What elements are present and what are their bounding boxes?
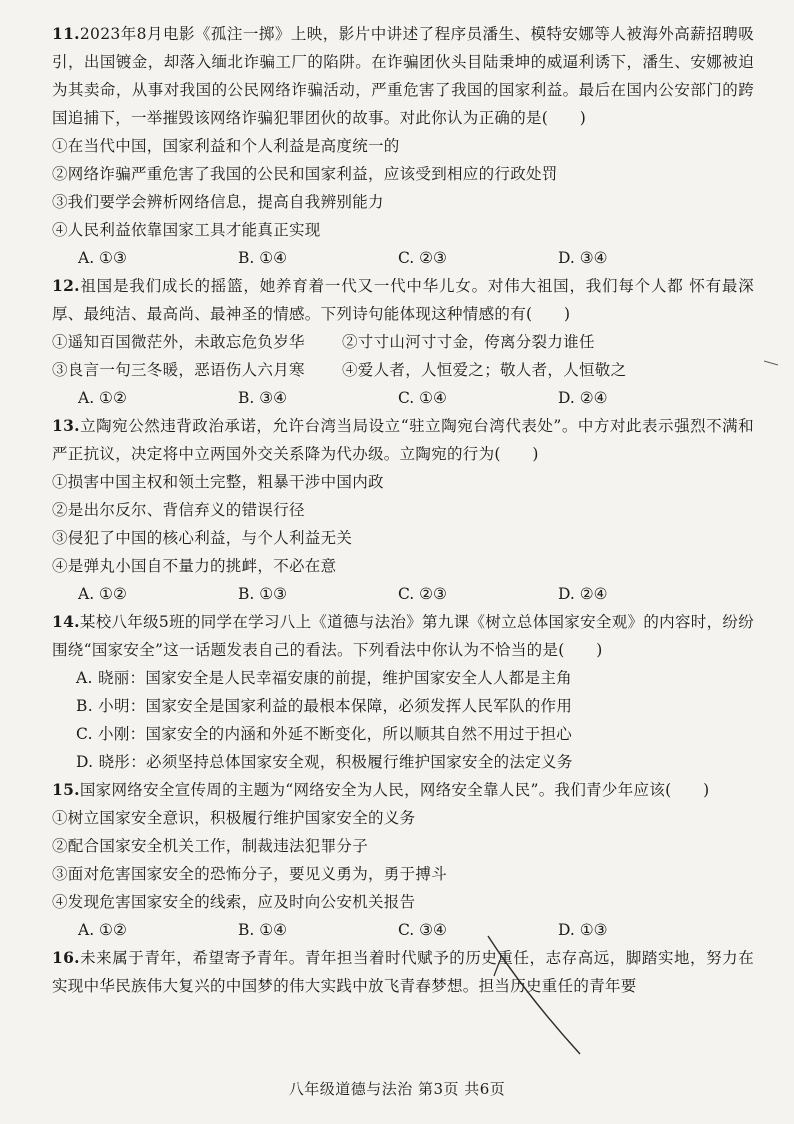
question-15	[52, 776, 754, 944]
option-b: B. ①④	[238, 921, 288, 939]
question-16	[52, 944, 754, 1000]
answer-options	[78, 384, 754, 412]
statement: ③良言一句三冬暖，恶语伤人六月寒	[52, 361, 305, 379]
question-13	[52, 412, 754, 608]
option-d: D. ②④	[558, 585, 608, 603]
statement: ④人民利益依靠国家工具才能真正实现	[52, 221, 321, 239]
option-c: C. ①④	[398, 389, 447, 407]
question-16-number: 16.	[52, 948, 80, 967]
question-14-number: 14.	[52, 612, 80, 631]
option-d: D. ①③	[558, 921, 608, 939]
statement: ①树立国家安全意识，积极履行维护国家安全的义务	[52, 809, 416, 827]
option-c: C. ②③	[398, 249, 447, 267]
pen-stroke-mark	[480, 930, 590, 1060]
statement: ②寸寸山河寸寸金，侉离分裂力谁任	[342, 333, 595, 351]
question-13-text: 立陶宛公然违背政治承诺，允许台湾当局设立“驻立陶宛台湾代表处”。中方对此表示强烈不满和严正抗议，决定将中立两国外交关系降为代办级。立陶宛的行为( )	[52, 417, 754, 463]
statement: ①损害中国主权和领土完整，粗暴干涉中国内政	[52, 473, 384, 491]
question-14-stem	[52, 608, 754, 664]
statement-pair	[52, 328, 754, 356]
choice-c: C. 小刚：国家安全的内涵和外延不断变化，所以顺其自然不用过于担心	[76, 725, 573, 743]
question-11-stem	[52, 20, 754, 132]
edge-mark	[764, 360, 778, 366]
question-13-number: 13.	[52, 416, 80, 435]
option-b: B. ①④	[238, 249, 288, 267]
statement: ②是出尔反尔、背信弃义的错误行径	[52, 501, 305, 519]
statement: ②网络诈骗严重危害了我国的公民和国家利益，应该受到相应的行政处罚	[52, 165, 558, 183]
option-b: B. ①③	[238, 585, 288, 603]
option-a: A. ①②	[78, 585, 127, 603]
option-b: B. ③④	[238, 389, 288, 407]
question-12-number: 12.	[52, 276, 80, 295]
answer-options	[78, 244, 754, 272]
question-12	[52, 272, 754, 412]
question-15-text: 国家网络安全宣传周的主题为“网络安全为人民，网络安全靠人民”。我们青少年应该( )	[79, 781, 710, 799]
statement: ④爱人者，人恒爱之；敬人者，人恒敬之	[342, 361, 627, 379]
question-12-text: 祖国是我们成长的摇篮，她养育着一代又一代中华儿女。对伟大祖国，我们每个人都 怀有最深厚、最纯洁、最高尚、最神圣的情感。下列诗句能体现这种情感的有( )	[52, 277, 754, 323]
statement-pair	[52, 356, 754, 384]
question-13-stem	[52, 412, 754, 468]
question-16-stem	[52, 944, 754, 1000]
option-a: A. ①②	[78, 921, 127, 939]
option-c: C. ③④	[398, 921, 447, 939]
statement: ④是弹丸小国自不量力的挑衅，不必在意	[52, 557, 337, 575]
question-15-stem	[52, 776, 754, 804]
option-d: D. ②④	[558, 389, 608, 407]
option-a: A. ①③	[78, 249, 127, 267]
statement: ②配合国家安全机关工作，制裁违法犯罪分子	[52, 837, 369, 855]
question-14-text: 某校八年级5班的同学在学习八上《道德与法治》第九课《树立总体国家安全观》的内容时，纷纷围绕“国家安全”这一话题发表自己的看法。下列看法中你认为不恰当的是( )	[52, 613, 754, 659]
choice-d: D. 晓彤：必须坚持总体国家安全观，积极履行维护国家安全的法定义务	[76, 753, 573, 771]
answer-options	[78, 916, 754, 944]
question-16-text: 未来属于青年，希望寄予青年。青年担当着时代赋予的历史重任，志存高远，脚踏实地，努力在实现中华民族伟大复兴的中国梦的伟大实践中放飞青春梦想。担当历史重任的青年要	[52, 949, 754, 995]
question-12-stem	[52, 272, 754, 328]
question-11-number: 11.	[52, 24, 80, 43]
option-d: D. ③④	[558, 249, 608, 267]
choice-b: B. 小明：国家安全是国家利益的最根本保障，必须发挥人民军队的作用	[76, 697, 573, 715]
statement: ③侵犯了中国的核心利益，与个人利益无关	[52, 529, 353, 547]
answer-options	[78, 580, 754, 608]
choice-a: A. 晓丽：国家安全是人民幸福安康的前提，维护国家安全人人都是主角	[76, 669, 572, 687]
statement: ①在当代中国，国家利益和个人利益是高度统一的	[52, 137, 400, 155]
question-15-number: 15.	[52, 780, 80, 799]
statement: ①遥知百国微茫外，未敢忘危负岁华	[52, 333, 305, 351]
question-11	[52, 20, 754, 272]
statement: ③面对危害国家安全的恐怖分子，要见义勇为，勇于搏斗	[52, 865, 448, 883]
page-footer: 八年级道德与法治 第3页 共6页	[288, 1080, 506, 1098]
question-11-text: 2023年8月电影《孤注一掷》上映，影片中讲述了程序员潘生、模特安娜等人被海外高薪招聘吸引，出国镀金，却落入缅北诈骗工厂的陷阱。在诈骗团伙头目陆秉坤的威逼利诱下，潘生、安娜被迫为其卖命，从事对我国的公民网络诈骗活动，严重危害了我国的国家利益。最后在国内公安部门的跨国追捕下，一举摧毁该网络诈骗犯罪团伙的故事。对此你认为正确的是( )	[52, 25, 754, 127]
statement: ③我们要学会辨析网络信息，提高自我辨别能力	[52, 193, 384, 211]
option-c: C. ②③	[398, 585, 447, 603]
question-14	[52, 608, 754, 776]
option-a: A. ①②	[78, 389, 127, 407]
statement: ④发现危害国家安全的线索，应及时向公安机关报告	[52, 893, 416, 911]
